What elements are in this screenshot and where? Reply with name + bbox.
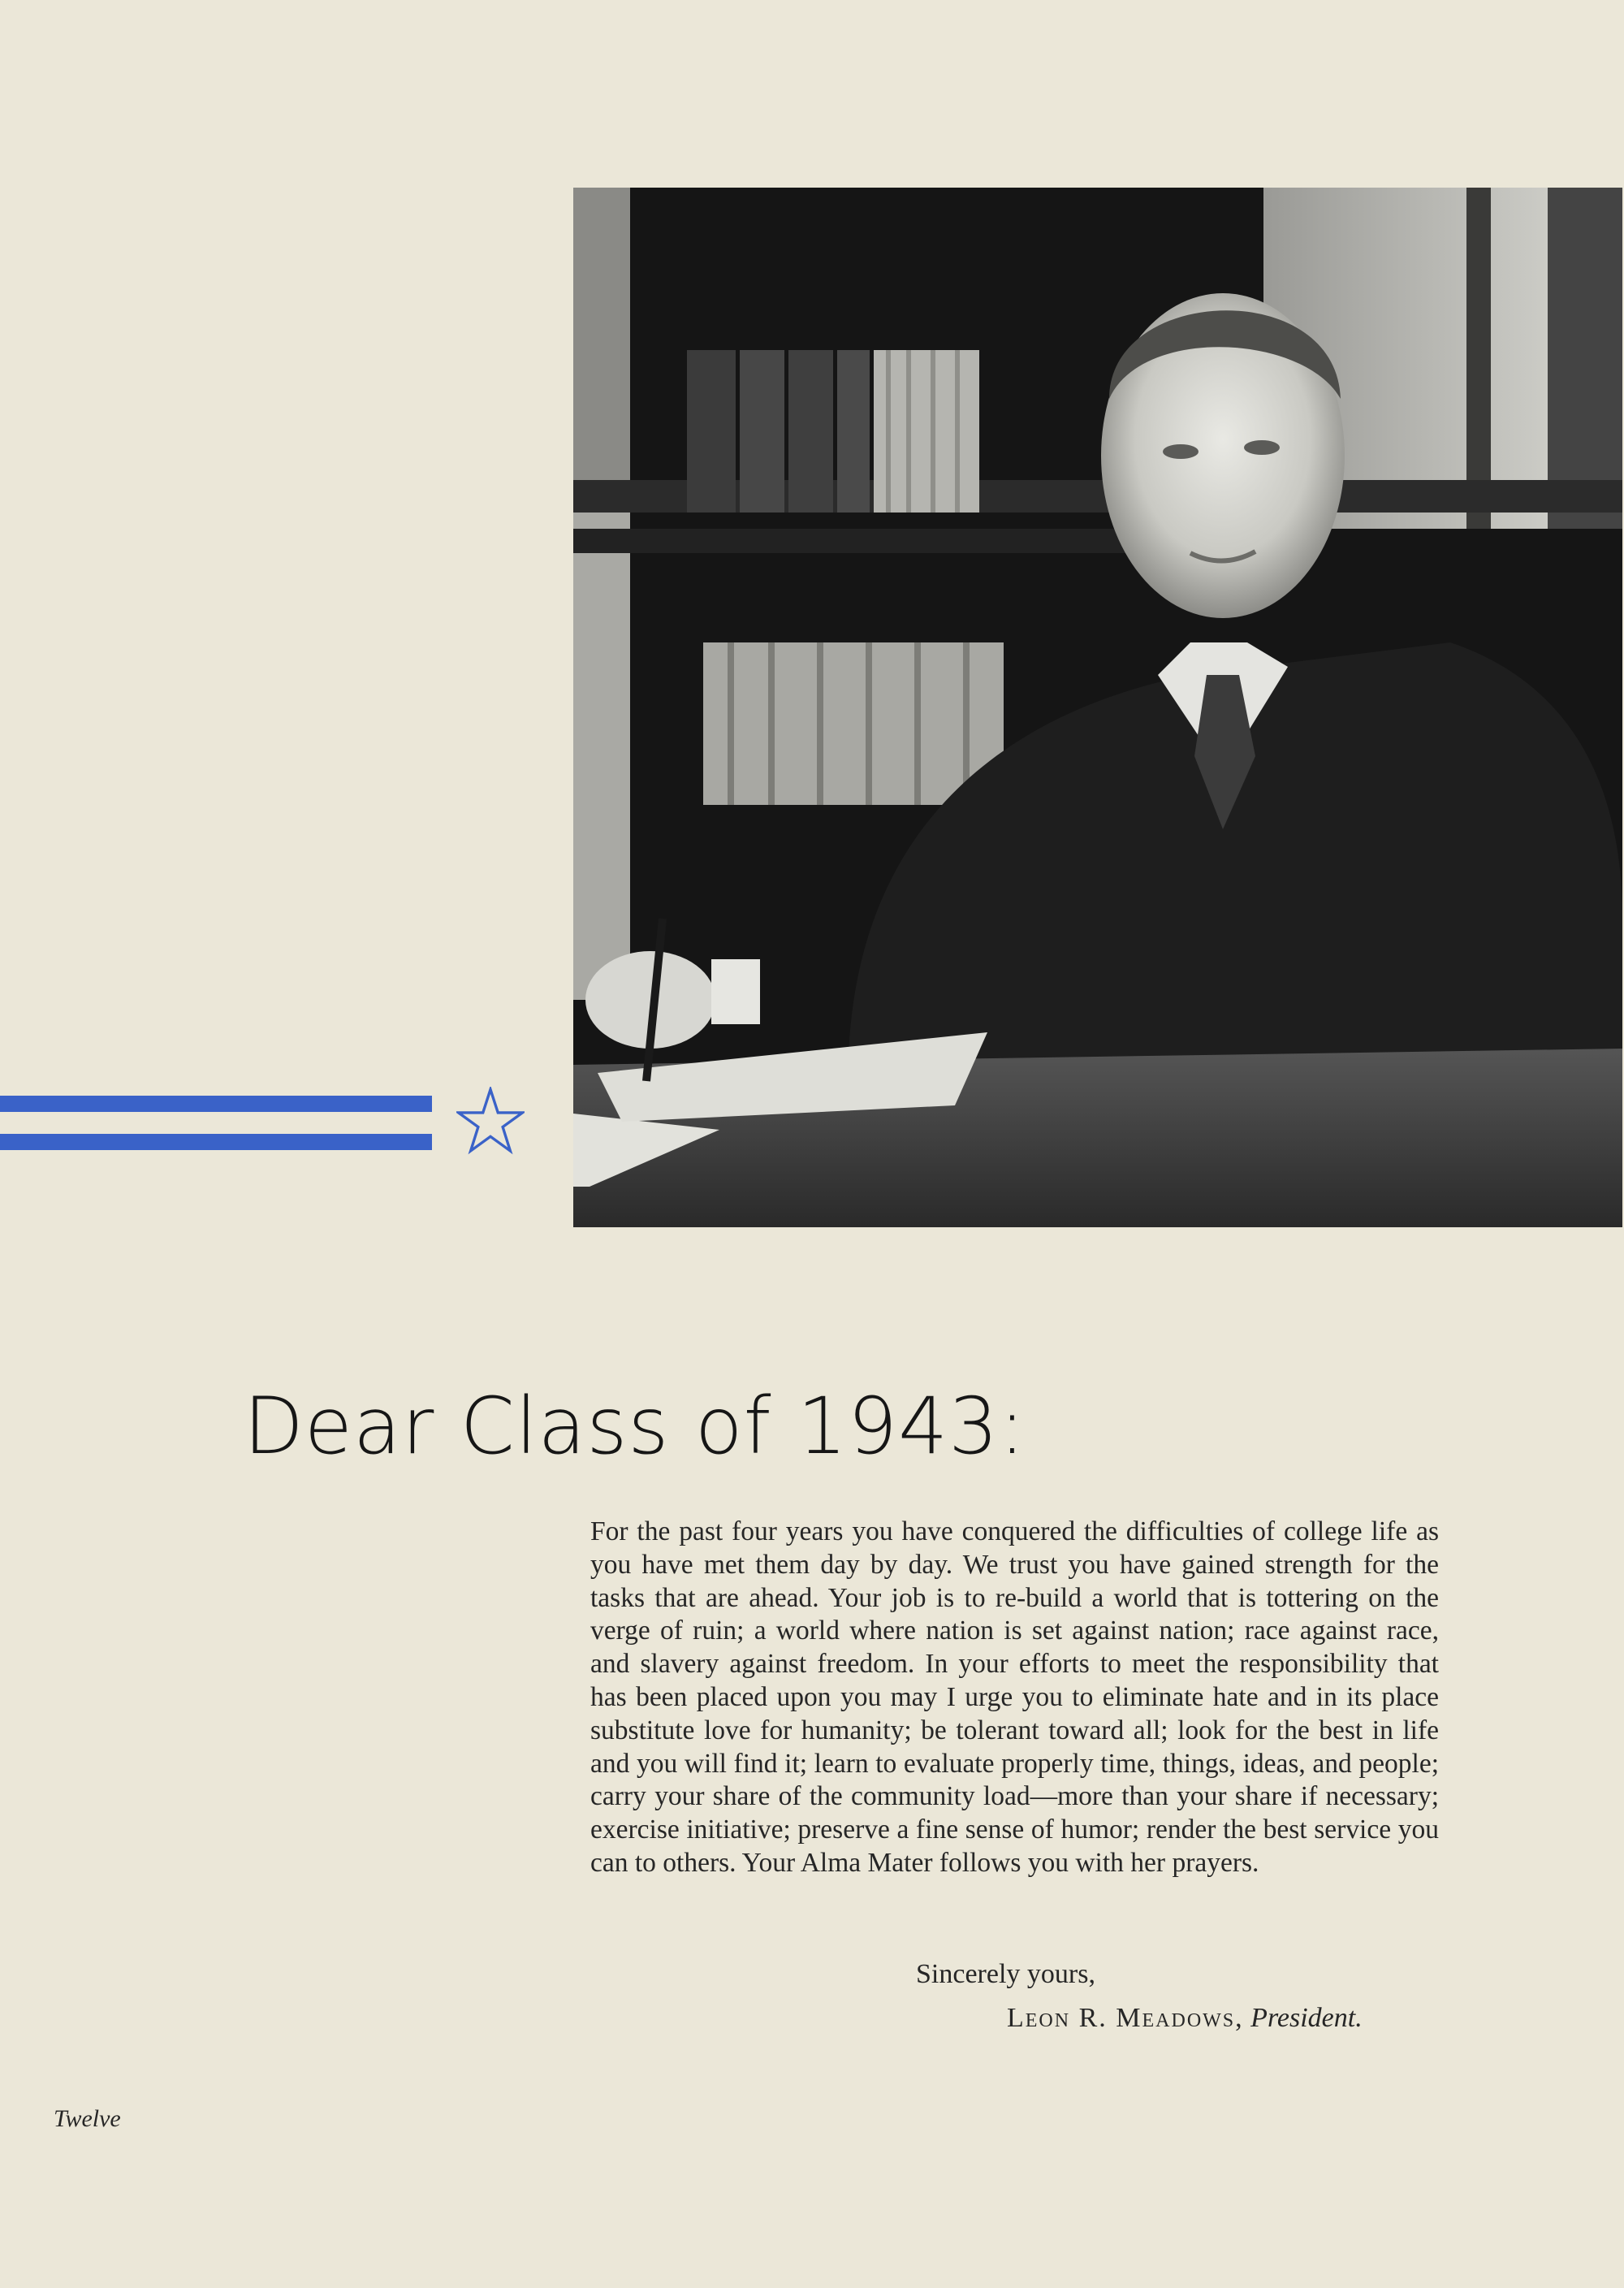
star-icon [456,1087,525,1155]
letter-signature [1007,2003,1363,2034]
page-number: Twelve [54,2105,121,2132]
letter-closing: Sincerely yours, [916,1959,1095,1989]
signer-title: President. [1250,2003,1363,2033]
letter-body [590,1516,1439,1880]
signer-name: Leon R. Meadows, [1007,2003,1244,2033]
blue-stripe-bottom [0,1134,432,1150]
president-portrait-photo [573,188,1622,1227]
letter-paragraph: For the past four years you have conquered the difficulties of college life as you have met them day by day. We trust you have gained strength for the tasks that are ahead. Your job is to re-build a world that is tottering on the verge of ruin; a world where nation is set against nation; race against race, and slavery against freedom. In your efforts to meet the responsibility that has been placed upon you may I urge you to eliminate hate and in its place substitute love for humanity; be tolerant toward all; look for the best in life and you will find it; learn to evaluate properly time, things, ideas, and people; carry your share of the community load—more than your share if necessary; exercise initiative; preserve a fine sense of humor; render the best service you can to others. Your Alma Mater follows you with her prayers. [590,1516,1439,1878]
blue-stripe-top [0,1096,432,1112]
letter-heading: Dear Class of 1943: [244,1381,1026,1472]
